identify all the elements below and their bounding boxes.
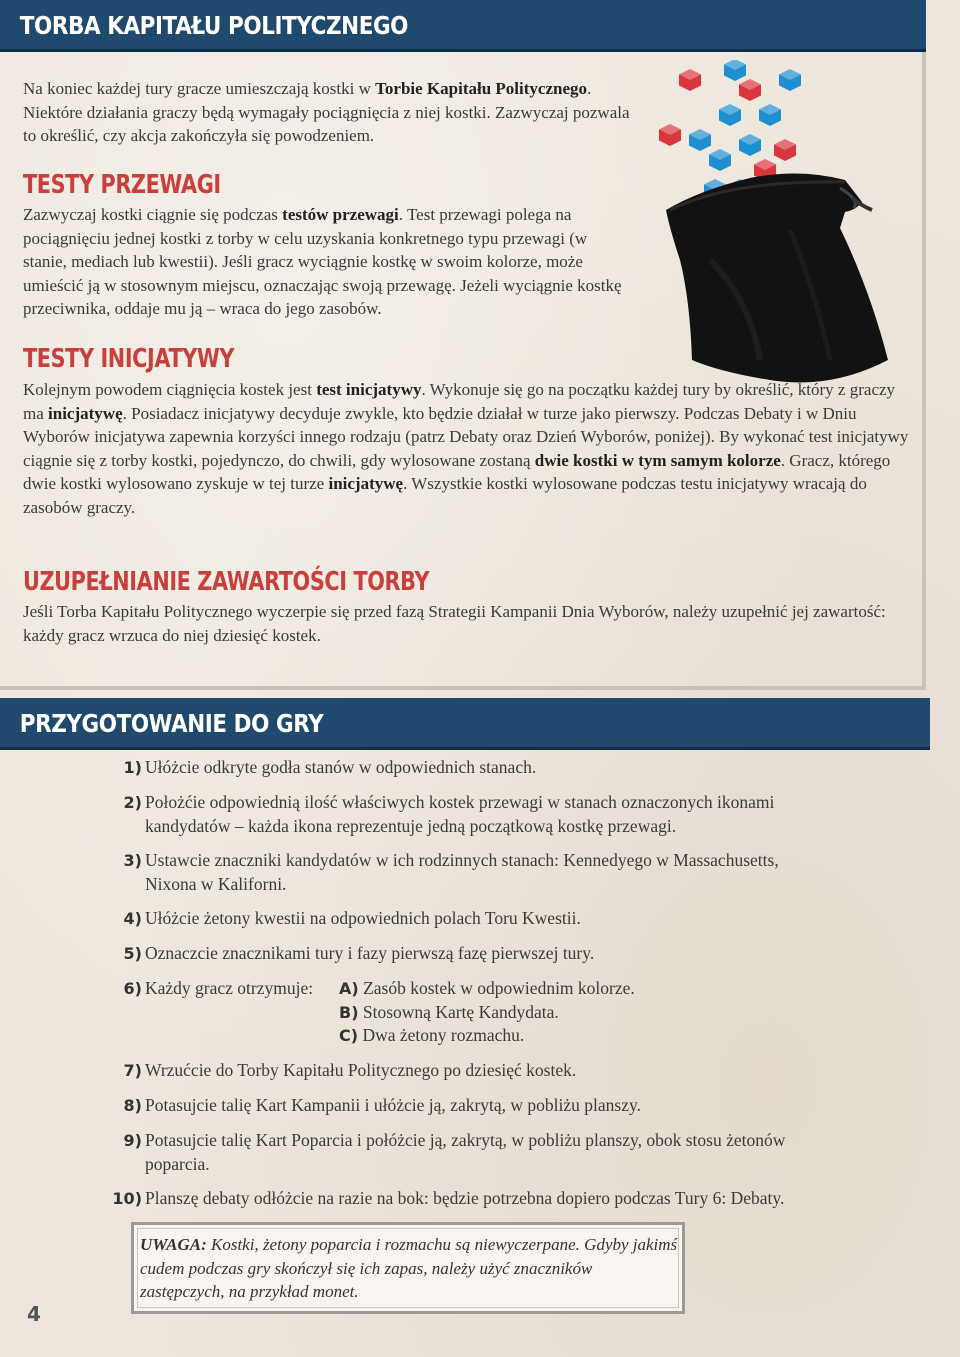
- setup-step: 2) Położćie odpowiednią ilość właściwych kostek przewagi w stanach oznaczonych ikonami kandydatów – każda ikona reprezentuje jedną początkową kostkę przewagi.: [123, 792, 775, 836]
- setup-step: 6) Każdy gracz otrzymuje:: [123, 978, 314, 998]
- setup-step: 9) Potasujcie talię Kart Poparcia i połóżcie ją, zakrytą, w pobliżu planszy, obok stosu żetonów poparcia.: [123, 1130, 786, 1174]
- intro-paragraph: Na koniec każdej tury gracze umieszczają kostki w Torbie Kapitału Politycznego. Niektóre działania graczy będą wymagały pociągnięcia z niej kostki. Zazwyczaj pozwala to określić, czy akcja zakończyła się powodzeniem.: [23, 79, 630, 145]
- tests-advantage-paragraph: Zazwyczaj kostki ciągnie się podczas testów przewagi. Test przewagi polega na pociągnięciu jednej kostki z torby w celu uzyskania konkretnego typu przewagi (w stanie, mediach lub kwestii). Jeśli gracz wyciągnie kostkę w swoim kolorze, może umieścić ją w stosownym miejscu, oznaczając swoją przewagę. Jeżeli wyciągnie kostkę przeciwnika, oddaje mu ją – wraca do jego zasobów.: [23, 205, 622, 318]
- note-box: [131, 1222, 685, 1314]
- tests-advantage-heading: TESTY PRZEWAGI: [23, 170, 221, 200]
- refill-heading: UZUPEŁNIANIE ZAWARTOŚCI TORBY: [23, 567, 430, 597]
- section-banner: [0, 0, 926, 52]
- setup-banner: [0, 698, 930, 750]
- tests-initiative-paragraph: Kolejnym powodem ciągnięcia kostek jest test inicjatywy. Wykonuje się go na początku każdej tury by określić, który z graczy ma inicjatywę. Posiadacz inicjatywy decyduje zwykle, kto będzie działał w turze jako pierwszy. Podczas Debaty i w Dniu Wyborów inicjatywa zapewnia korzyści innego rodzaju (patrz Debaty oraz Dzień Wyborów, poniżej). By wykonać test inicjatywy ciągnie się z torby kostki, pojedynczo, do chwili, gdy wylosowane zostaną dwie kostki w tym samym kolorze. Gracz, którego dwie kostki wylosowano zyskuje w tej turze inicjatywę. Wszystkie kostki wylosowane podczas testu inicjatywy wracają do zasobów graczy.: [23, 380, 909, 517]
- refill-paragraph: Jeśli Torba Kapitału Politycznego wyczerpie się przed fazą Strategii Kampanii Dnia Wyborów, należy uzupełnić jej zawartość: każdy gracz wrzuca do niej dziesięć kostek.: [23, 602, 886, 645]
- tests-initiative-heading: TESTY INICJATYWY: [23, 344, 235, 374]
- note-text: UWAGA: Kostki, żetony poparcia i rozmachu są niewyczerpane. Gdyby jakimś cudem podczas gry skończył się ich zapas, należy użyć znaczników zastępczych, na przykład monet.: [140, 1235, 678, 1301]
- setup-title: PRZYGOTOWANIE DO GRY: [19, 709, 324, 738]
- dice-bag-illustration: [640, 60, 900, 400]
- setup-step: 4) Ułóżcie żetony kwestii na odpowiednich polach Toru Kwestii.: [123, 908, 581, 928]
- section-title: TORBA KAPITAŁU POLITYCZNEGO: [19, 11, 409, 40]
- setup-option: B) Stosowną Kartę Kandydata.: [339, 1002, 559, 1022]
- setup-step: 7) Wrzućcie do Torby Kapitału Politycznego po dziesięć kostek.: [123, 1060, 577, 1080]
- setup-step: 8) Potasujcie talię Kart Kampanii i ułóżcie ją, zakrytą, w pobliżu planszy.: [123, 1095, 641, 1115]
- setup-step: 5) Oznaczcie znacznikami tury i fazy pierwszą fazę pierwszej tury.: [123, 943, 595, 963]
- setup-step: 3) Ustawcie znaczniki kandydatów w ich rodzinnych stanach: Kennedyego w Massachusetts, Nixona w Kaliforni.: [123, 850, 779, 894]
- setup-option: C) Dwa żetony rozmachu.: [339, 1025, 525, 1045]
- setup-step: 10) Planszę debaty odłóżcie na razie na bok: będzie potrzebna dopiero podczas Tury 6: Debaty.: [112, 1188, 785, 1208]
- setup-step: 1) Ułóżcie odkryte godła stanów w odpowiednich stanach.: [123, 757, 537, 777]
- page-number: 4: [27, 1302, 41, 1326]
- setup-option: A) Zasób kostek w odpowiednim kolorze.: [339, 978, 635, 998]
